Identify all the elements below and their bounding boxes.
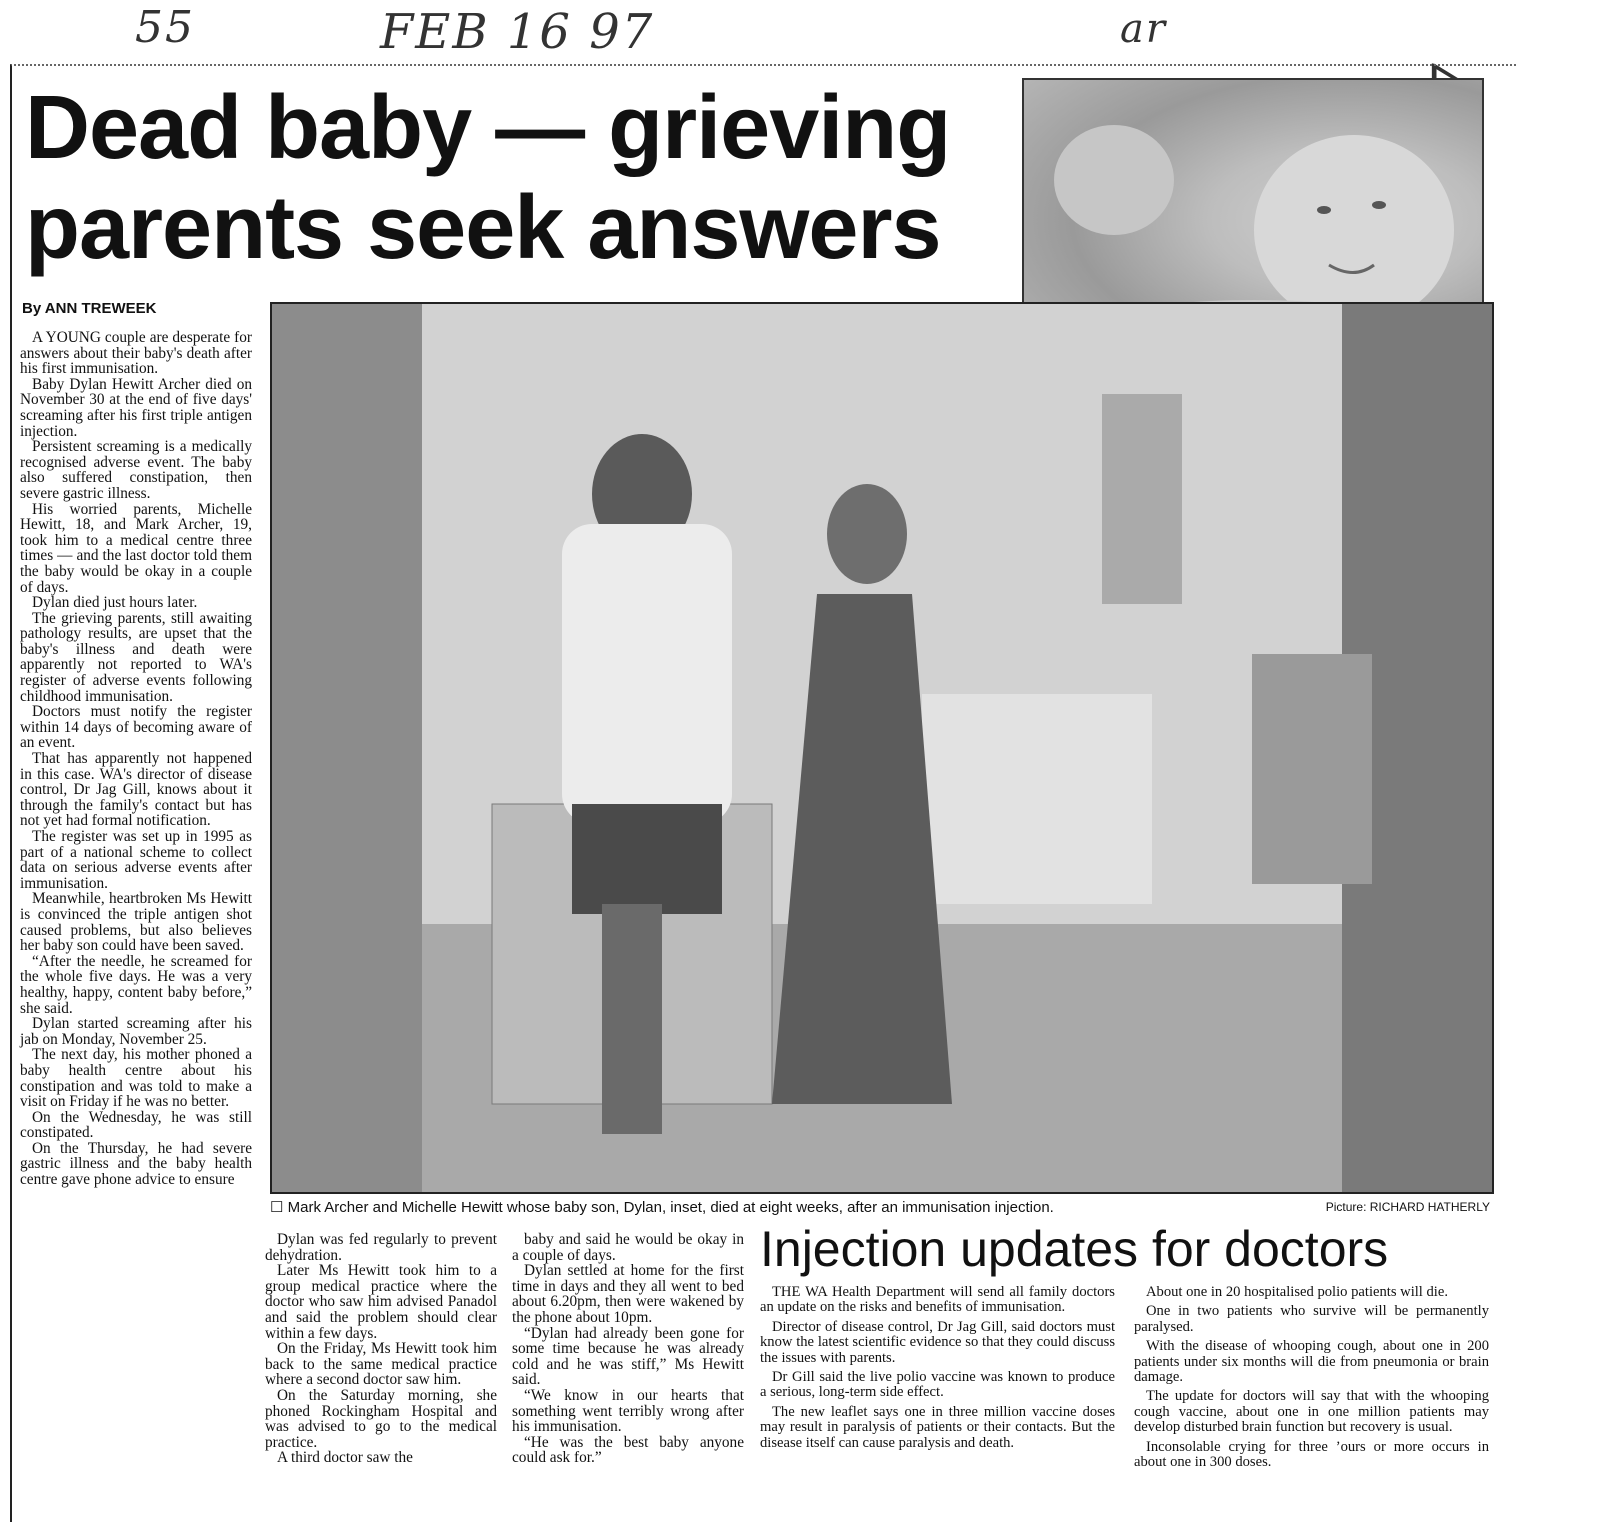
handwritten-initials: ar <box>1120 6 1167 52</box>
article-headline: Dead baby — grieving parents seek answers <box>25 78 951 278</box>
paragraph: Dylan was fed regularly to prevent dehydration. <box>265 1231 497 1264</box>
paragraph: Baby Dylan Hewitt Archer died on November 30 at the end of five days' screaming after his first triple antigen injection. <box>20 375 252 440</box>
main-photo-parents <box>270 302 1494 1194</box>
parents-photo-illustration <box>272 304 1492 1192</box>
handwritten-note-55: 55 <box>135 2 195 53</box>
paragraph: One in two patients who survive will be permanently paralysed. <box>1134 1303 1489 1335</box>
article-column-1 <box>20 330 252 1188</box>
handwritten-date: FEB 16 97 <box>380 4 655 60</box>
paragraph: “After the needle, he screamed for the whole five days. He was a very healthy, happy, content baby before,” she said. <box>20 952 252 1017</box>
paragraph: A YOUNG couple are desperate for answers about their baby's death after his first immunisation. <box>20 329 252 378</box>
article-column-3 <box>512 1232 744 1466</box>
paragraph: On the Friday, Ms Hewitt took him back to the same medical practice where a second doctor saw him. <box>265 1340 497 1389</box>
paragraph: Dylan started screaming after his jab on Monday, November 25. <box>20 1015 252 1048</box>
photo-caption-row <box>270 1198 1490 1216</box>
paragraph: About one in 20 hospitalised polio patients will die. <box>1146 1284 1448 1300</box>
paragraph: With the disease of whooping cough, about one in 200 patients under six months will die from pneumonia or brain damage. <box>1134 1338 1489 1386</box>
caption-box-icon: ☐ <box>270 1199 288 1216</box>
paragraph: On the Wednesday, he was still constipated. <box>20 1108 252 1142</box>
paragraph: On the Thursday, he had severe gastric illness and the baby health centre gave phone advice to ensure <box>20 1139 252 1189</box>
paragraph: Doctors must notify the register within 14 days of becoming aware of an event. <box>20 703 252 752</box>
sidebar-column-2 <box>1134 1285 1489 1474</box>
paragraph: His worried parents, Michelle Hewitt, 18, and Mark Archer, 19, took him to a medical centre three times — and the last doctor told them the baby would be okay in a couple of days. <box>20 500 252 596</box>
paragraph: Director of disease control, Dr Jag Gill, said doctors must know the latest scientific evidence so that they could discuss the issues with parents. <box>760 1318 1115 1366</box>
paragraph: A third doctor saw the <box>277 1449 413 1467</box>
paragraph: “He was the best baby anyone could ask for.” <box>512 1433 744 1467</box>
paragraph: The grieving parents, still awaiting pathology results, are upset that the baby's illness and death were apparently not reported to WA's register of adverse events following childhood immunisation. <box>20 609 252 705</box>
paragraph: Dylan died just hours later. <box>32 594 198 612</box>
paragraph: “Dylan had already been gone for some time because he was already cold and he was stiff,” Ms Hewitt said. <box>512 1324 744 1389</box>
byline: By ANN TREWEEK <box>22 300 157 317</box>
photo-credit: Picture: RICHARD HATHERLY <box>1325 1200 1490 1214</box>
paragraph: Persistent screaming is a medically recognised adverse event. The baby also suffered constipation, then severe gastric illness. <box>20 438 252 502</box>
paragraph: The register was set up in 1995 as part of a national scheme to collect data on serious adverse events after immunisation. <box>20 828 252 892</box>
paragraph: baby and said he would be okay in a couple of days. <box>512 1231 744 1264</box>
paragraph: Dylan settled at home for the first time in days and they all went to bed about 6.20pm, then were wakened by the phone about 10pm. <box>512 1262 744 1326</box>
article-column-2 <box>265 1232 497 1466</box>
paragraph: On the Saturday morning, she phoned Rockingham Hospital and was advised to go to the medical practice. <box>265 1386 497 1451</box>
paragraph: The next day, his mother phoned a baby health centre about his constipation and was told to make a visit on Friday if he was no better. <box>20 1046 252 1111</box>
paragraph: “We know in our hearts that something went terribly wrong after his immunisation. <box>512 1386 744 1436</box>
paragraph: Dr Gill said the live polio vaccine was known to produce a serious, long-term side effect. <box>760 1369 1115 1401</box>
paragraph: THE WA Health Department will send all family doctors an update on the risks and benefits of immunisation. <box>760 1284 1115 1316</box>
paragraph: Inconsolable crying for three ’ours or more occurs in about one in 300 doses. <box>1134 1438 1489 1471</box>
paragraph: The update for doctors will say that with the whooping cough vaccine, about one in one million patients may develop disturbed brain function but recovery is usual. <box>1134 1388 1489 1436</box>
paragraph: The new leaflet says one in three million vaccine doses may result in paralysis of patients or their contacts. But the disease itself can cause paralysis and death. <box>760 1403 1115 1451</box>
photo-caption: Mark Archer and Michelle Hewitt whose baby son, Dylan, inset, died at eight weeks, after an immunisation injection. <box>287 1199 1054 1216</box>
paragraph: That has apparently not happened in this case. WA's director of disease control, Dr Jag Gill, knows about it through the family's contact but has not yet had formal notification. <box>20 750 252 830</box>
paragraph: Meanwhile, heartbroken Ms Hewitt is convinced the triple antigen shot caused problems, but also believes her baby son could have been saved. <box>20 890 252 955</box>
sidebar-column-1 <box>760 1285 1115 1455</box>
sidebar-headline: Injection updates for doctors <box>760 1221 1389 1277</box>
paragraph: Later Ms Hewitt took him to a group medical practice where the doctor who saw him advised Panadol and said the problem should clear within a few days. <box>265 1262 497 1342</box>
